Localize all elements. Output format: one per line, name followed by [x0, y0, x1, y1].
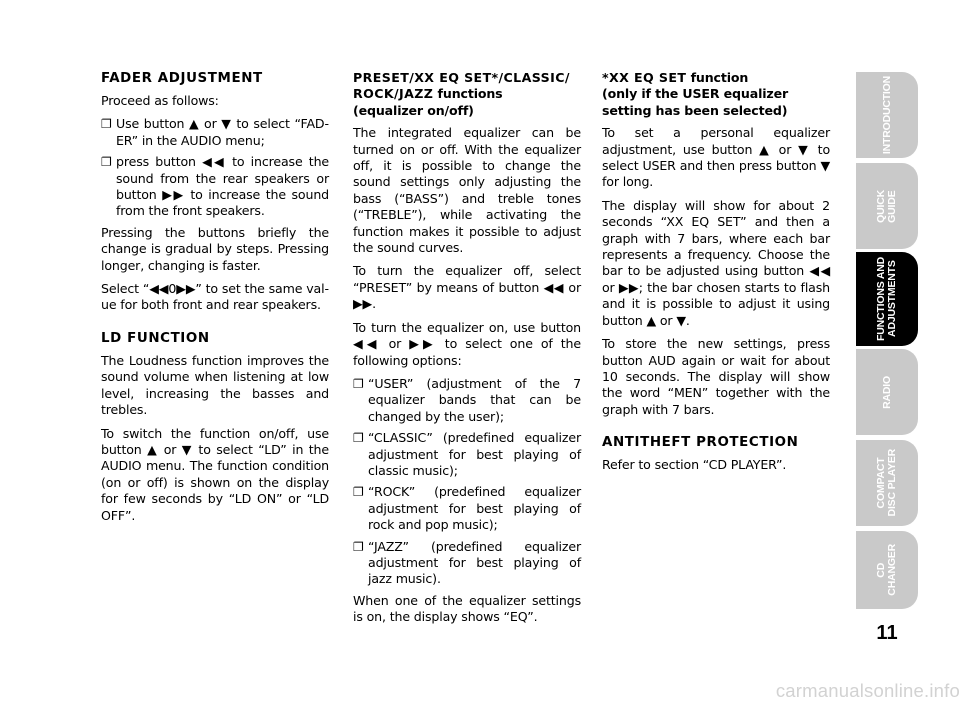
ld-heading: LD FUNCTION [101, 330, 210, 346]
eq-heading [353, 70, 581, 119]
xx-para-3: To store the new settings, press button AUD again or wait for about 10 seconds. The display will show the word “MEN” together with the graph with 7 bars. [602, 336, 830, 417]
column-equalizer [353, 70, 581, 633]
eq-bullet-rock [353, 484, 581, 533]
fader-bullet-1 [101, 116, 329, 149]
column-xx-eq-antitheft [602, 70, 830, 481]
tab-quick-guide-label: QUICK GUIDE [875, 189, 898, 223]
eq-bullet-user [353, 376, 581, 425]
fader-bullet-2 [101, 154, 329, 220]
tab-compact-disc-player[interactable] [856, 440, 918, 526]
fader-intro: Proceed as follows: [101, 93, 219, 108]
antitheft-heading: ANTITHEFT PROTECTION [602, 435, 799, 451]
eq-heading-line-1: PRESET/XX EQ SET*/CLASSIC/ [353, 70, 570, 85]
antitheft-para: Refer to section “CD PLAYER”. [602, 457, 787, 473]
checkbox-bullet-icon: ❐ [101, 117, 112, 132]
tab-introduction[interactable] [856, 72, 918, 158]
eq-para-3: To turn the equalizer on, use button ◀◀ or ▶▶ to select one of the following options: [353, 319, 581, 368]
ld-para-2: To switch the function on/off, use button ▲ or ▼ to select “LD” in the AUDIO menu. The function condition (on or off) is shown on the display for few seconds by “LD ON” or “LD OFF”. [101, 425, 329, 523]
tab-functions-and-adjustments[interactable] [856, 252, 918, 346]
column-fader-loudness [101, 70, 329, 531]
fader-heading: FADER ADJUSTMENT [101, 71, 263, 86]
checkbox-bullet-icon: ❐ [101, 155, 112, 170]
fader-para-3: Select “◀◀0▶▶” to set the same value for both front and rear speakers. [101, 281, 329, 313]
tab-radio-label: RADIO [880, 375, 893, 409]
eq-bullet-rock-text: “ROCK” (predefined equalizer adjustment for best playing of rock and pop music); [368, 484, 581, 533]
fader-bullet-1-text: Use button ▲ or ▼ to select “FADER” in the AUDIO menu; [116, 116, 329, 148]
xx-heading [602, 70, 830, 119]
tab-compact-disc-player-label: COMPACT DISC PLAYER [875, 449, 898, 517]
eq-heading-suffix: functions [433, 86, 503, 102]
fader-para-2: Pressing the buttons briefly the change is gradual by steps. Pressing longer, changing is faster. [101, 224, 329, 273]
eq-bullet-classic [353, 430, 581, 479]
checkbox-bullet-icon: ❐ [353, 376, 364, 391]
eq-para-2: To turn the equalizer off, select “PRESET” by means of button ◀◀ or ▶▶. [353, 263, 581, 312]
xx-para-2: The display will show for about 2 seconds “XX EQ SET” and then a graph with 7 bars, where each bar represents a frequency. Choose the bar to be adjusted using button ◀◀ or ▶▶; the bar chosen starts to flash and it is possible to adjust it using button ▲ or ▼. [602, 197, 830, 328]
watermark: carmanualsonline.info [775, 680, 960, 701]
xx-heading-suffix: function [686, 70, 749, 85]
eq-para-1: The integrated equalizer can be turned on or off. With the equalizer off, it is possible to change the sound settings only adjusting the bass (“BASS”) and treble tones (“TREBLE”), while activating the function makes it possible to adjust the sound curves. [353, 125, 581, 256]
checkbox-bullet-icon: ❐ [353, 485, 364, 500]
checkbox-bullet-icon: ❐ [353, 431, 364, 446]
xx-heading-line-2: (only if the USER equalizer setting has been selected) [602, 86, 789, 118]
eq-bullet-user-text: “USER” (adjustment of the 7 equalizer bands that can be changed by the user); [368, 375, 581, 424]
tab-radio[interactable] [856, 349, 918, 435]
tab-cd-changer-label: CD CHANGER [875, 544, 898, 596]
tab-functions-and-adjustments-label: FUNCTIONS AND ADJUSTMENTS [875, 257, 898, 341]
eq-para-4: When one of the equalizer settings is on, the display shows “EQ”. [353, 592, 581, 625]
xx-heading-line-1: *XX EQ SET [602, 70, 687, 85]
tab-quick-guide[interactable] [856, 163, 918, 249]
page-number: 11 [876, 622, 898, 644]
tab-cd-changer[interactable] [856, 531, 918, 609]
eq-bullet-classic-text: “CLASSIC” (predefined equalizer adjustment for best playing of classic music); [368, 430, 581, 478]
ld-para-1: The Loudness function improves the sound volume when listening at low level, increasing the basses and trebles. [101, 352, 329, 418]
eq-bullet-jazz-text: “JAZZ” (predefined equalizer adjustment for best playing of jazz music). [368, 538, 581, 587]
checkbox-bullet-icon: ❐ [353, 539, 364, 554]
xx-para-1: To set a personal equalizer adjustment, use button ▲ or ▼ to select USER and then press button ▼ for long. [602, 125, 830, 190]
eq-heading-line-2: ROCK/JAZZ [353, 86, 434, 102]
fader-bullet-2-text: press button ◀◀ to increase the sound from the rear speakers or button ▶▶ to increase the sound from the front speakers. [116, 154, 329, 219]
tab-introduction-label: INTRODUCTION [880, 75, 893, 155]
eq-bullet-jazz [353, 539, 581, 588]
eq-heading-line-3: (equalizer on/off) [353, 102, 474, 118]
